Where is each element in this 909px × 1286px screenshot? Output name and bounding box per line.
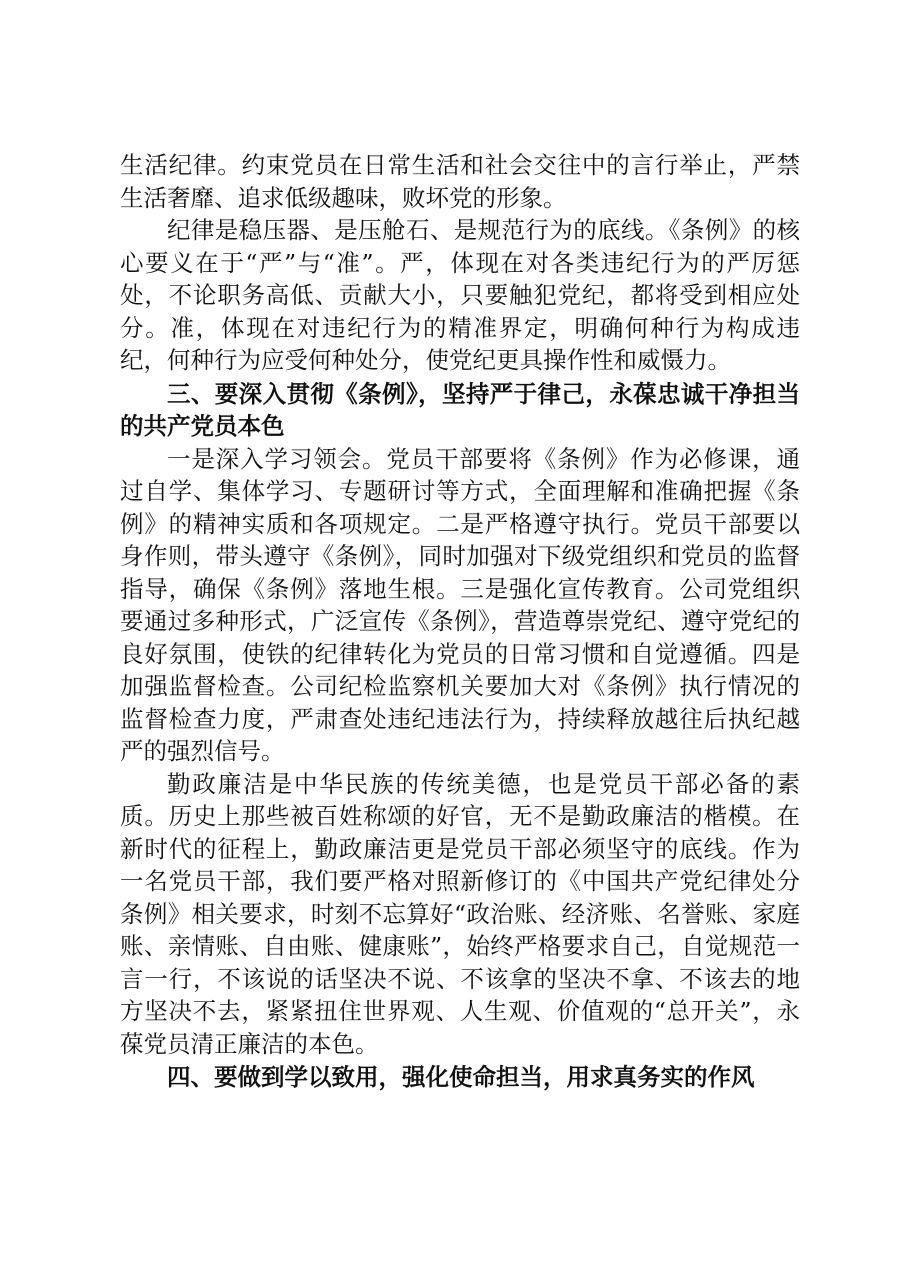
paragraph-four-measures: 一是深入学习领会。党员干部要将《条例》作为必修课，通过自学、集体学习、专题研讨等方式，全面理解和准确把握《条例》的精神实质和各项规定。二是严格遵守执行。党员干部要以身作则，带头遵守《条例》，同时加强对下级党组织和党员的监督指导，确保《条例》落地生根。三是强化宣传教育。公司党组织要通过多种形式，广泛宣传《条例》，营造尊崇党纪、遵守党纪的良好氛围，使铁的纪律转化为党员的日常习惯和自觉遵循。四是加强监督检查。公司纪检监察机关要加大对《条例》执行情况的监督检查力度，严肃查处违纪违法行为，持续释放越往后执纪越严的强烈信号。: [120, 444, 800, 765]
section-heading-four: 四、要做到学以致用，强化使命担当，用求真务实的作风: [167, 1063, 755, 1091]
paragraph-life-discipline: 生活纪律。约束党员在日常生活和社会交往中的言行举止，严禁生活奢靡、追求低级趣味，败坏党的形象。: [120, 151, 800, 212]
paragraph-discipline-baseline: 纪律是稳压器、是压舱石、是规范行为的底线。《条例》的核心要义在于“严”与“准”。严，体现在对各类违纪行为的严厉惩处，不论职务高低、贡献大小，只要触犯党纪，都将受到相应处分。准，体现在对违纪行为的精准界定，明确何种行为构成违纪，何种行为应受何种处分，使党纪更具操作性和威慑力。: [120, 216, 800, 374]
section-heading-three: 三、要深入贯彻《条例》，坚持严于律己，永葆忠诚干净担当的共产党员本色: [120, 379, 800, 440]
document-page: [120, 149, 800, 1094]
paragraph-diligence-integrity: 勤政廉洁是中华民族的传统美德，也是党员干部必备的素质。历史上那些被百姓称颂的好官，无不是勤政廉洁的楷模。在新时代的征程上，勤政廉洁更是党员干部必须坚守的底线。作为一名党员干部，我们要严格对照新修订的《中国共产党纪律处分条例》相关要求，时刻不忘算好“政治账、经济账、名誉账、家庭账、亲情账、自由账、健康账”，始终严格要求自己，自觉规范一言一行，不该说的话坚决不说、不该拿的坚决不拿、不该去的地方坚决不去，紧紧扭住世界观、人生观、价值观的“总开关”，永葆党员清正廉洁的本色。: [120, 769, 800, 1058]
